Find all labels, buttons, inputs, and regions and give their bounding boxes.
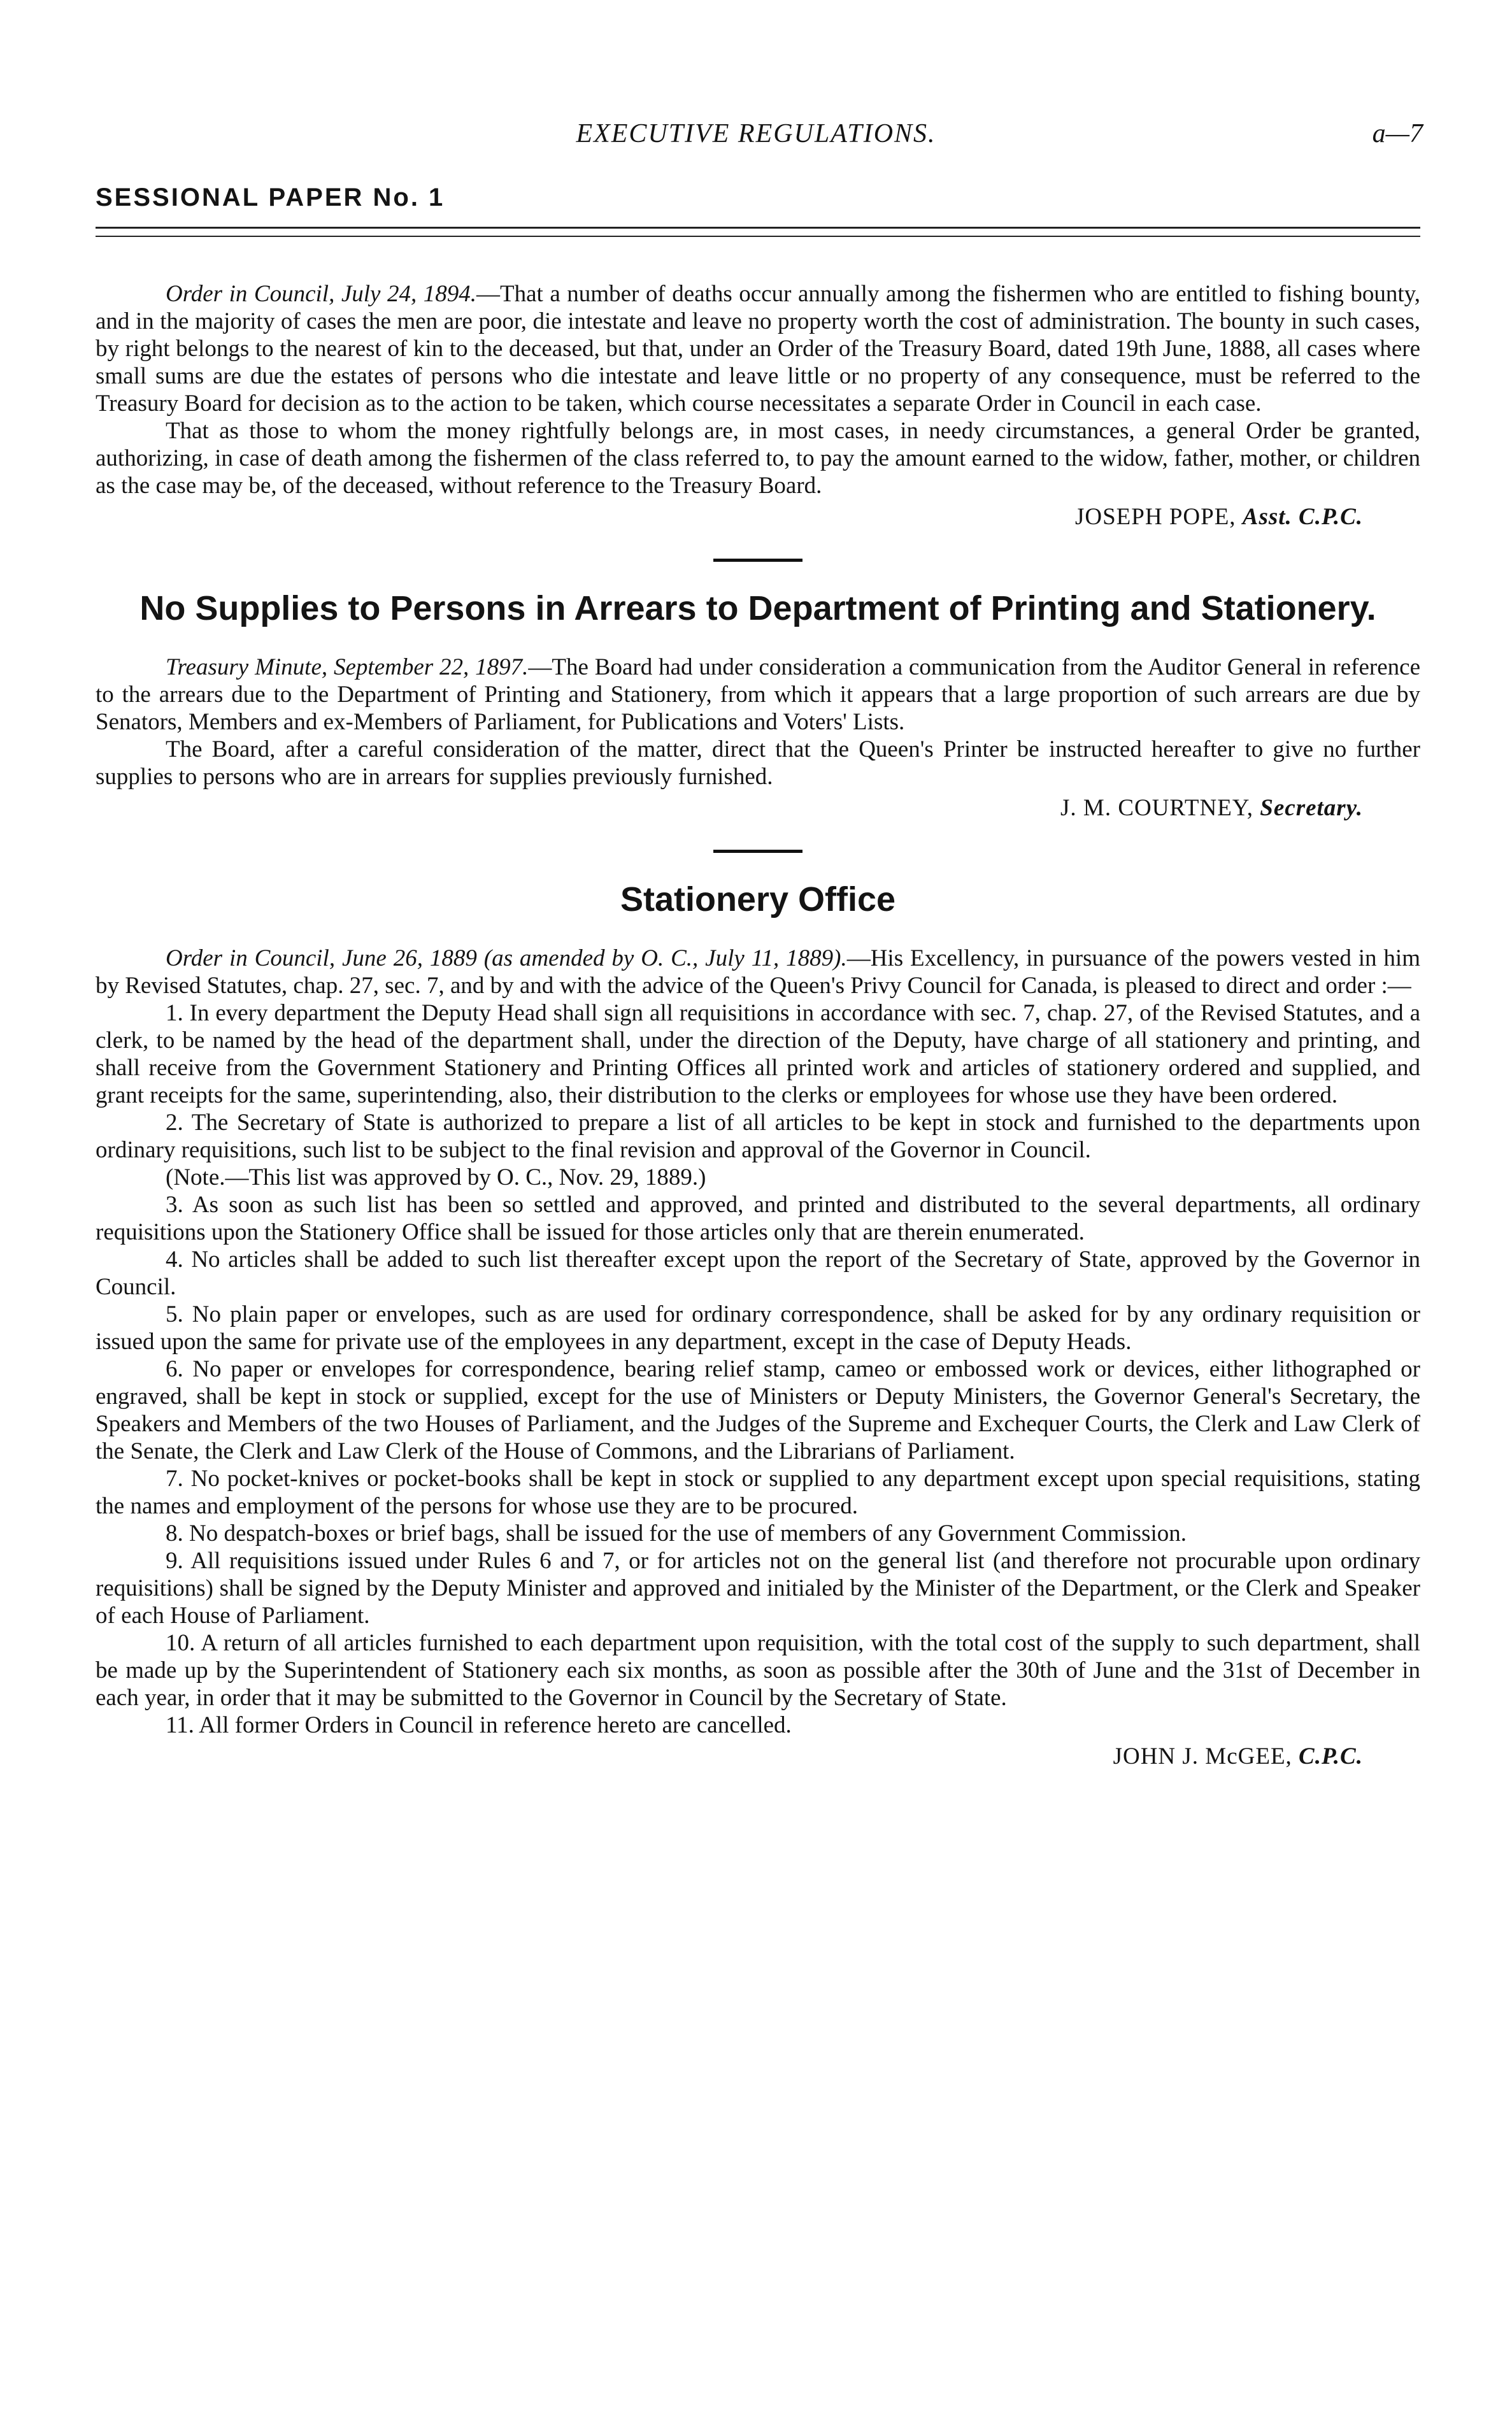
general-order-paragraph: That as those to whom the money rightfully belongs are, in most cases, in needy circumstances, a general Order be granted, authorizing, in case of death among the fishermen of the class referred to, to pay the amount earned to the widow, father, mother, or children as the case may be, of the deceased, without reference to the Treasury Board. [96,418,1420,499]
signature-mcgee [96,1743,1420,1770]
signature-role: Secretary. [1260,795,1363,821]
rule-8: 8. No despatch-boxes or brief bags, shall be issued for the use of members of any Government Commission. [166,1520,1187,1547]
rule-9: 9. All requisitions issued under Rules 6 and 7, or for articles not on the general list (and therefore not procurable upon ordinary requisitions) shall be signed by the Deputy Minister and approved and initialed by the Minister of the Department, or the Clerk and Speaker of each House of Parliament. [96,1548,1420,1629]
rule-5: 5. No plain paper or envelopes, such as are used for ordinary correspondence, shall be asked for by any ordinary requisition or issued upon the same for private use of the employees in any department, except in the case of Deputy Heads. [96,1301,1420,1355]
rule-7: 7. No pocket-knives or pocket-books shall be kept in stock or supplied to any department except upon special requisitions, stating the names and employment of the persons for whose use they are to be procured. [96,1466,1420,1519]
header-rule [96,227,1420,229]
treasury-minute-paragraph [96,654,1420,736]
document-body [96,280,1420,1770]
rule-4: 4. No articles shall be added to such list thereafter except upon the report of the Secretary of State, approved by the Governor in Council. [96,1247,1420,1300]
rule-11: 11. All former Orders in Council in reference hereto are cancelled. [166,1712,792,1738]
order-citation: Order in Council, June 26, 1889 (as amended by O. C., July 11, 1889). [166,945,847,971]
rule-2: 2. The Secretary of State is authorized to prepare a list of all articles to be kept in stock and furnished to the departments upon ordinary requisitions, such list to be subject to the final revision and approval of the Governor in Council. [96,1110,1420,1163]
header-rule-secondary [96,236,1420,237]
minute-citation: Treasury Minute, September 22, 1897. [166,654,529,680]
section-heading-arrears: No Supplies to Persons in Arrears to Department of Printing and Stationery. [139,589,1376,627]
section-heading-stationery-office: Stationery Office [620,880,896,918]
signature-name: J. M. COURTNEY, [1060,795,1254,821]
signature-pope [96,503,1420,531]
order-text: —His Excellency, in pursuance of the powers vested in him by Revised Statutes, chap. 27, sec. 7, and by and with the advice of the Queen's Privy Council for Canada, is pleased to direct and order :— [96,945,1420,999]
order-citation: Order in Council, July 24, 1894. [166,281,477,307]
signature-name: JOSEPH POPE, [1074,504,1236,530]
signature-role: Asst. C.P.C. [1242,504,1363,530]
board-direction-paragraph: The Board, after a careful consideration of the matter, direct that the Queen's Printer be instructed hereafter to give no further supplies to persons who are in arrears for supplies previously furnished. [96,736,1420,790]
section-divider [713,559,802,562]
signature-name: JOHN J. McGEE, [1113,1743,1292,1769]
sessional-paper-label: SESSIONAL PAPER No. 1 [96,183,445,211]
rule-10: 10. A return of all articles furnished to each department upon requisition, with the total cost of the supply to such department, shall be made up by the Superintendent of Stationery each six months, as soon as possible after the 30th of June and the 31st of December in each year, in order that it may be submitted to the Governor in Council by the Secretary of State. [96,1630,1420,1711]
running-header: EXECUTIVE REGULATIONS. [576,119,936,148]
signature-courtney [96,794,1420,822]
note-list-approved: (Note.—This list was approved by O. C., Nov. 29, 1889.) [166,1164,706,1190]
rule-1: 1. In every department the Deputy Head shall sign all requisitions in accordance with sec. 7, chap. 27, of the Revised Statutes, and a clerk, to be named by the head of the department shall, under the direction of the Deputy, have charge of all stationery and printing, and shall receive from the Government Stationery and Printing Offices all printed work and articles of stationery ordered and supplied, and grant receipts for the same, superintending, also, their distribution to the clerks or employees for whose use they have been ordered. [96,1000,1420,1108]
rule-3: 3. As soon as such list has been so settled and approved, and printed and distributed to the several departments, all ordinary requisitions upon the Stationery Office shall be issued for those articles only that are therein enumerated. [96,1192,1420,1245]
order-text: —That a number of deaths occur annually among the fishermen who are entitled to fishing bounty, and in the majority of cases the men are poor, die intestate and leave no property worth the cost of administration. The bounty in such cases, by right belongs to the nearest of kin to the deceased, but that, under an Order of the Treasury Board, dated 19th June, 1888, all cases where small sums are due the estates of persons who die intestate and leave little or no property of any consequence, must be referred to the Treasury Board for decision as to the action to be taken, which course necessitates a separate Order in Council in each case. [96,281,1420,417]
fishing-bounty-paragraph [96,280,1420,417]
stationery-intro-paragraph [96,945,1420,999]
section-divider [713,850,802,853]
page-number: a—7 [1372,119,1423,148]
rule-6: 6. No paper or envelopes for correspondence, bearing relief stamp, cameo or embossed work or devices, either lithographed or engraved, shall be kept in stock or supplied, except for the use of Ministers or Deputy Ministers, the Governor General's Secretary, the Speakers and Members of the two Houses of Parliament, and the Judges of the Supreme and Exchequer Courts, the Clerk and Law Clerk of the Senate, the Clerk and Law Clerk of the House of Commons, and the Librarians of Parliament. [96,1356,1420,1464]
minute-text: —The Board had under consideration a communication from the Auditor General in reference to the arrears due to the Department of Printing and Stationery, from which it appears that a large proportion of such arrears are due by Senators, Members and ex-Members of Parliament, for Publications and Voters' Lists. [96,654,1420,735]
signature-role: C.P.C. [1299,1743,1363,1769]
